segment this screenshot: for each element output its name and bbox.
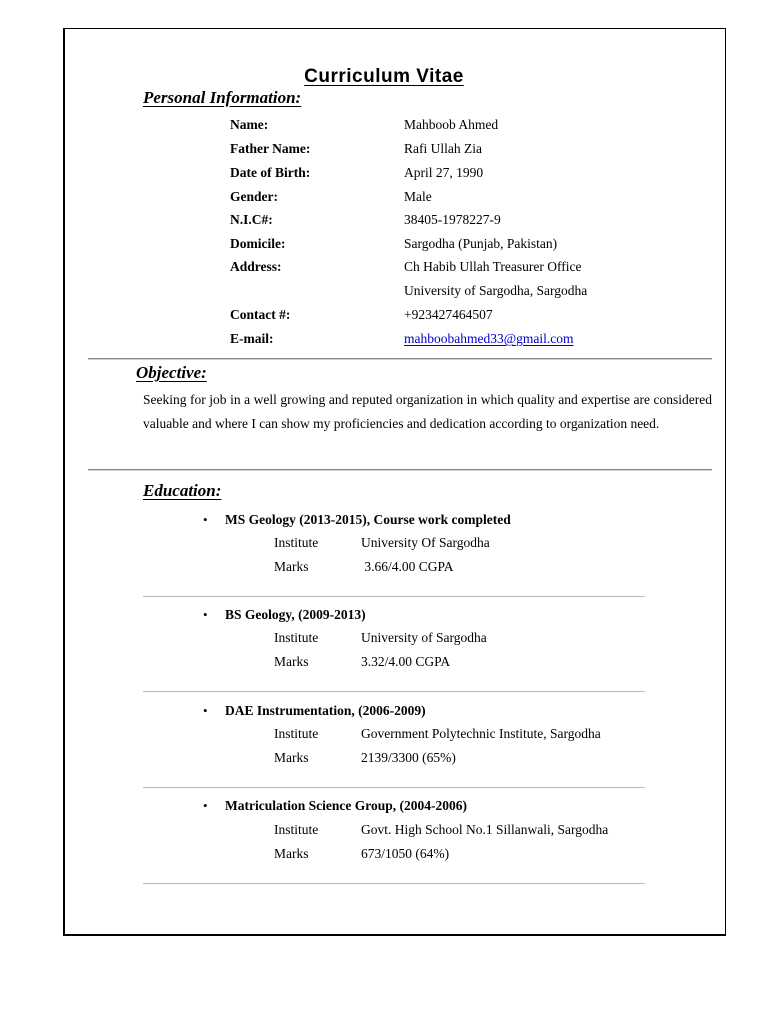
education-item-title: BS Geology, (2009-2013) (225, 607, 366, 622)
address-line2: University of Sargodha, Sargodha (404, 283, 588, 298)
institute-value: University Of Sargodha (361, 535, 490, 550)
marks-value: 2139/3300 (65%) (361, 750, 456, 765)
document-title: Curriculum Vitae (304, 66, 464, 87)
institute-label: Institute (274, 630, 319, 645)
marks-value: 673/1050 (64%) (361, 846, 450, 861)
domicile-value: Sargodha (Punjab, Pakistan) (404, 236, 558, 251)
education-heading: Education: (143, 481, 222, 500)
education-item-title: MS Geology (2013-2015), Course work completed (225, 512, 511, 527)
marks-label: Marks (274, 750, 309, 765)
item-divider (143, 787, 645, 788)
nic-label: N.I.C#: (230, 212, 273, 227)
address-label: Address: (230, 259, 282, 274)
item-divider (143, 596, 645, 597)
marks-value: 3.66/4.00 CGPA (361, 559, 454, 574)
bullet-icon: • (203, 607, 208, 622)
marks-label: Marks (274, 846, 309, 861)
name-value: Mahboob Ahmed (404, 117, 499, 132)
nic-value: 38405-1978227-9 (404, 212, 501, 227)
section-divider (88, 358, 712, 360)
personal-info-heading: Personal Information: (143, 88, 302, 107)
bullet-icon: • (203, 512, 208, 527)
institute-label: Institute (274, 822, 319, 837)
objective-heading: Objective: (136, 363, 207, 382)
education-item-title: Matriculation Science Group, (2004-2006) (225, 798, 467, 813)
email-label: E-mail: (230, 331, 274, 346)
institute-value: University of Sargodha (361, 630, 487, 645)
email-link[interactable]: mahboobahmed33@gmail.com (404, 331, 574, 346)
dob-label: Date of Birth: (230, 165, 311, 180)
address-line1: Ch Habib Ullah Treasurer Office (404, 259, 582, 274)
institute-label: Institute (274, 535, 319, 550)
item-divider (143, 691, 645, 692)
gender-label: Gender: (230, 189, 278, 204)
domicile-label: Domicile: (230, 236, 286, 251)
name-label: Name: (230, 117, 269, 132)
dob-value: April 27, 1990 (404, 165, 484, 180)
father-name-value: Rafi Ullah Zia (404, 141, 482, 156)
education-item-title: DAE Instrumentation, (2006-2009) (225, 703, 426, 718)
marks-label: Marks (274, 654, 309, 669)
contact-value: +923427464507 (404, 307, 493, 322)
institute-value: Government Polytechnic Institute, Sargodha (361, 726, 601, 741)
marks-label: Marks (274, 559, 309, 574)
institute-value: Govt. High School No.1 Sillanwali, Sargodha (361, 822, 609, 837)
marks-value: 3.32/4.00 CGPA (361, 654, 451, 669)
bullet-icon: • (203, 798, 208, 813)
section-divider (88, 469, 712, 471)
gender-value: Male (404, 189, 432, 204)
father-name-label: Father Name: (230, 141, 311, 156)
objective-text: Seeking for job in a well growing and reputed organization in which quality and expertise are considered valuable and where I can show my proficiencies and dedication according to organization need. (143, 392, 712, 431)
contact-label: Contact #: (230, 307, 291, 322)
item-divider (143, 883, 645, 884)
bullet-icon: • (203, 703, 208, 718)
institute-label: Institute (274, 726, 319, 741)
